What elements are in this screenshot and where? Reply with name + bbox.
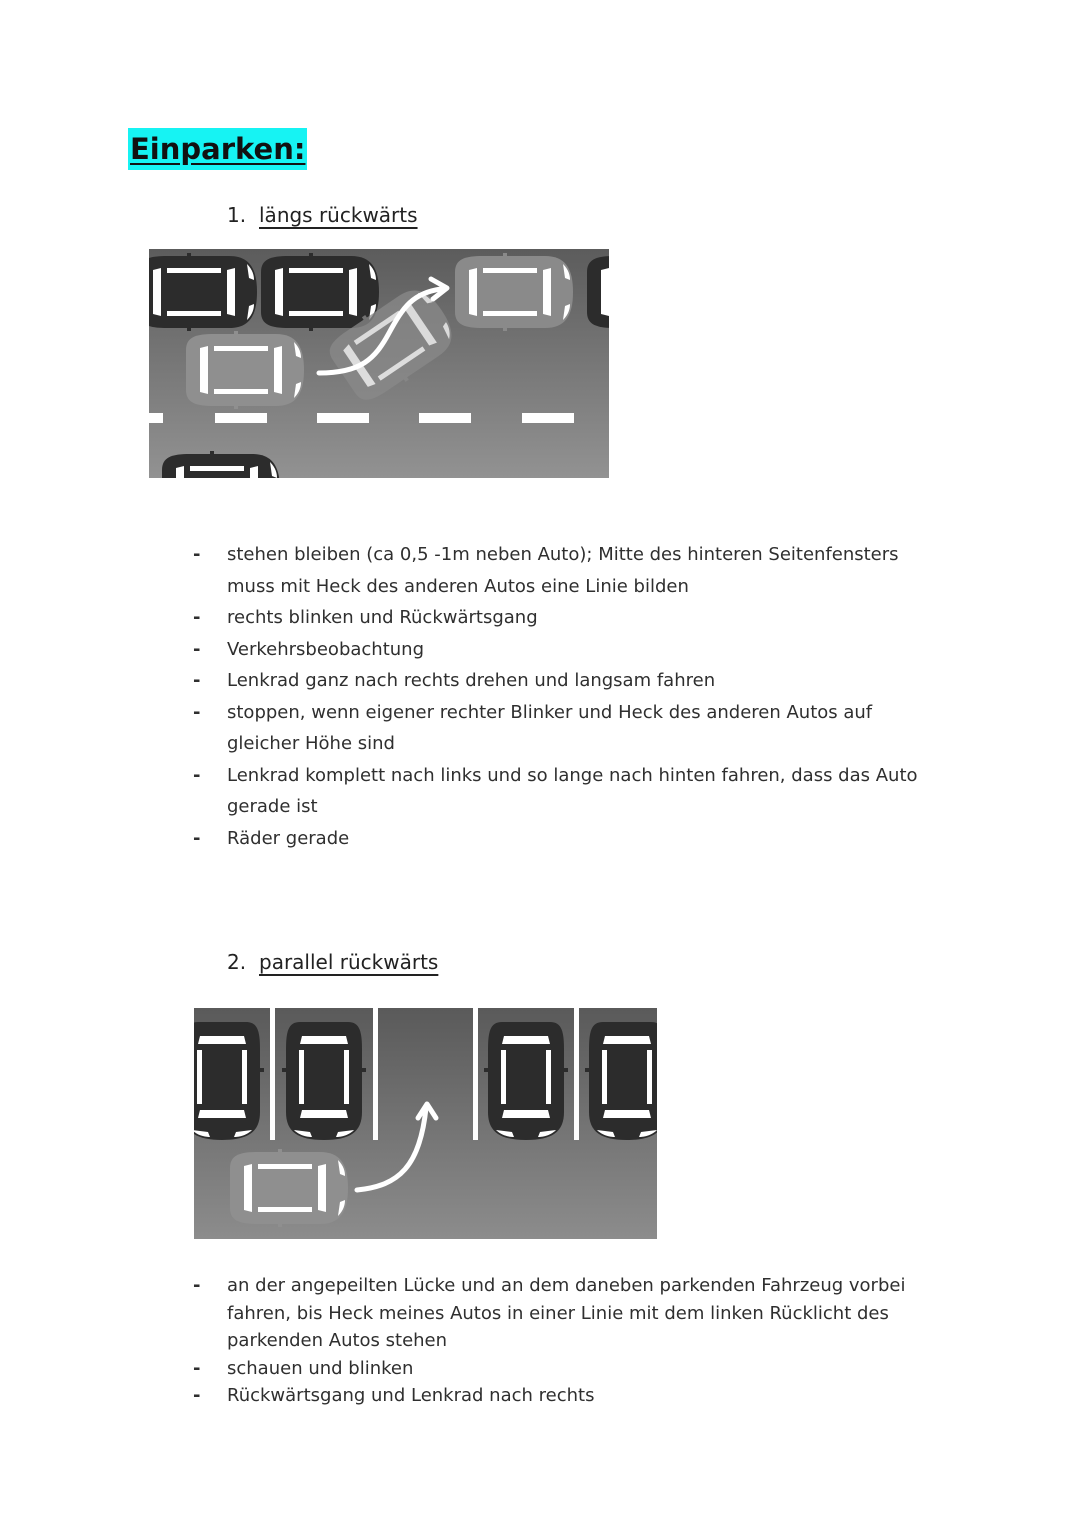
- list-item: - Verkehrsbeobachtung: [0, 634, 947, 666]
- parked-car: [149, 253, 257, 331]
- lane-marking: [419, 413, 471, 423]
- bay-line: [270, 1008, 275, 1140]
- lane-marking: [522, 413, 574, 423]
- list-item: - Rückwärtsgang und Lenkrad nach rechts: [0, 1382, 947, 1410]
- list-item: - stehen bleiben (ca 0,5 -1m neben Auto); Mitte des hinteren Seitenfensters muss mit Heck des anderen Autos eine Linie bilden: [0, 539, 947, 602]
- lane-marking: [215, 413, 267, 423]
- target-position-car: [455, 253, 573, 331]
- section-1-steps: [0, 539, 947, 854]
- bay-line: [574, 1008, 579, 1140]
- parked-car: [194, 1022, 264, 1140]
- list-item: - stoppen, wenn eigener rechter Blinker und Heck des anderen Autos auf gleicher Höhe sind: [0, 697, 947, 760]
- parallel-parking-illustration: [149, 249, 609, 478]
- list-item: - schauen und blinken: [0, 1355, 947, 1383]
- section-1-heading-text: längs rückwärts: [259, 203, 418, 227]
- parked-car: [587, 253, 609, 331]
- list-item: - Räder gerade: [0, 823, 947, 855]
- bay-line: [373, 1008, 378, 1140]
- list-item: - Lenkrad ganz nach rechts drehen und langsam fahren: [0, 665, 947, 697]
- section-2-number: 2.: [227, 950, 247, 974]
- list-item: - Lenkrad komplett nach links und so lange nach hinten fahren, dass das Auto gerade ist: [0, 760, 947, 823]
- parked-car: [484, 1022, 568, 1140]
- parked-car: [282, 1022, 366, 1140]
- section-2-heading-text: parallel rückwärts: [259, 950, 439, 974]
- bay-line: [473, 1008, 478, 1140]
- section-2-heading: [227, 950, 438, 974]
- list-item: - rechts blinken und Rückwärtsgang: [0, 602, 947, 634]
- list-item: - an der angepeilten Lücke und an dem daneben parkenden Fahrzeug vorbei fahren, bis Heck meines Autos in einer Linie mit dem linken Rücklicht des parkenden Autos stehen: [0, 1272, 947, 1355]
- lane-marking: [317, 413, 369, 423]
- parked-car: [585, 1022, 657, 1140]
- page-title: Einparken:: [128, 128, 307, 170]
- section-1-heading: [227, 203, 418, 227]
- own-car-start: [230, 1149, 348, 1227]
- perpendicular-parking-illustration: [194, 1008, 657, 1239]
- own-car-start: [186, 331, 304, 409]
- lane-marking: [149, 413, 163, 423]
- section-1-number: 1.: [227, 203, 247, 227]
- section-2-steps: [0, 1272, 947, 1410]
- parked-car: [261, 253, 379, 331]
